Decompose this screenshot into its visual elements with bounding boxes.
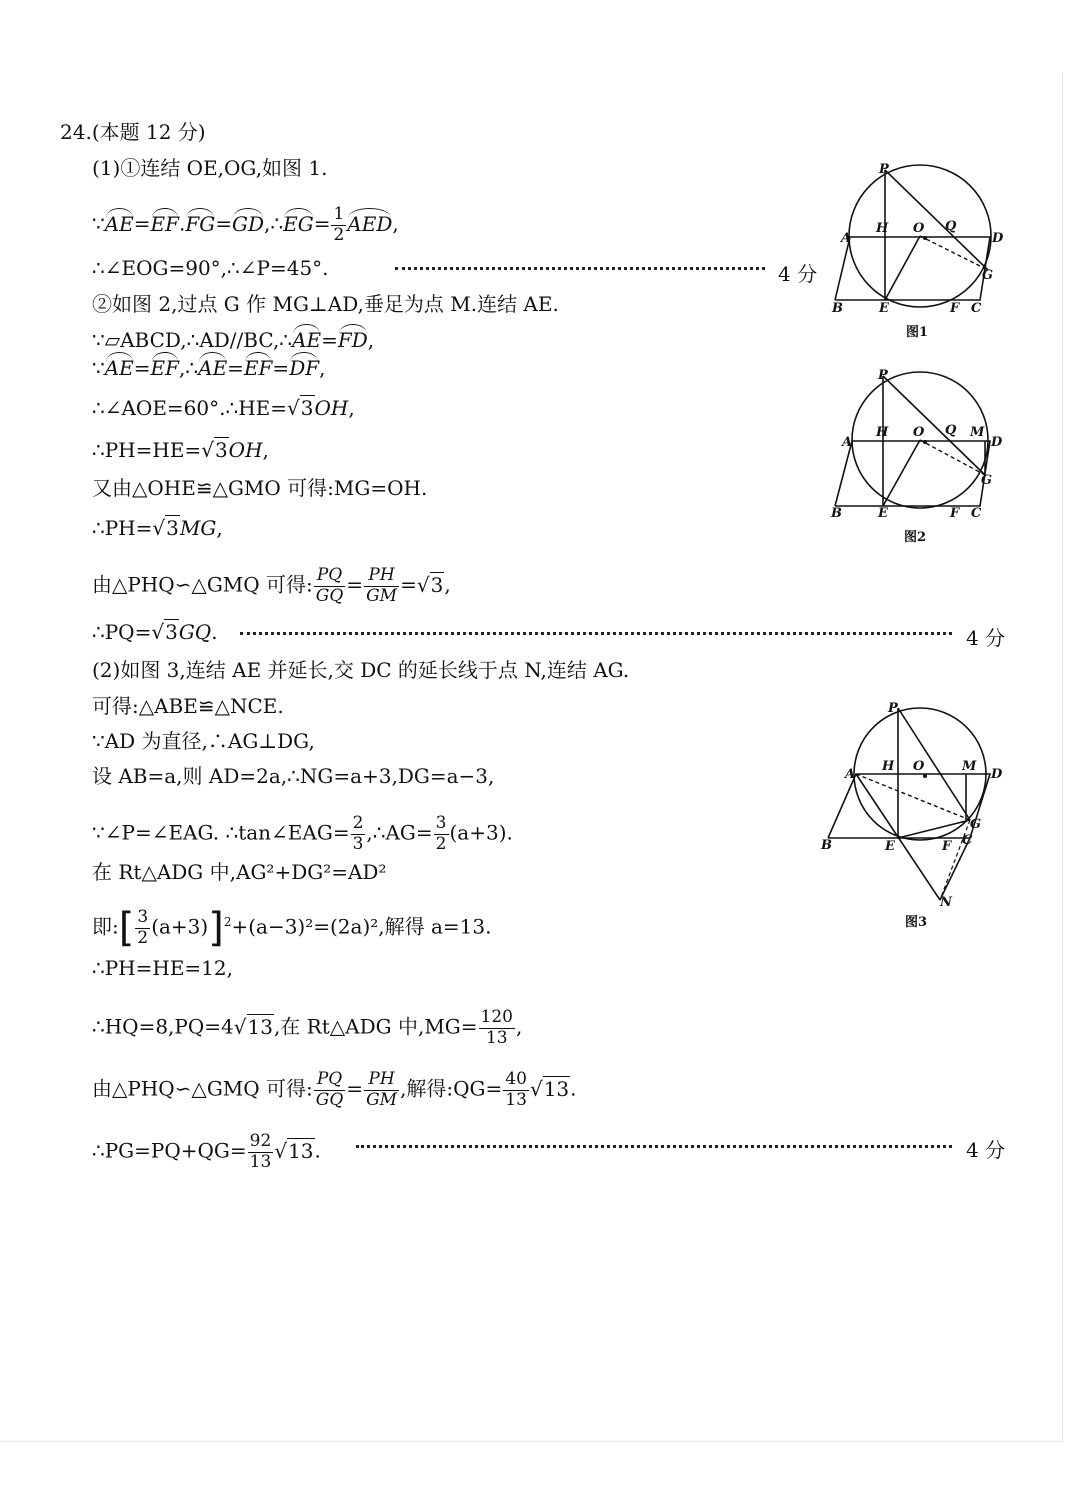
similar-line-1: 由△PHQ∽△GMQ 可得: $\frac{PQ}{GQ}$ = $\frac{PH}{GM}$ =√3, <box>92 565 451 606</box>
figure-2 <box>825 362 1015 547</box>
page-edge-bottom <box>0 1441 1062 1442</box>
score-part2: 4 分 <box>966 1138 1006 1162</box>
fraction-ph-gm <box>364 1070 399 1110</box>
fraction-numerator: PH <box>364 1070 399 1091</box>
fig2-label: A <box>842 435 853 450</box>
fig1-label: Q <box>945 219 957 234</box>
fig3-label: O <box>913 759 925 774</box>
dotted-leader <box>395 267 765 270</box>
fig2-label: C <box>971 506 982 521</box>
fig3-label: M <box>962 759 977 774</box>
part1-intro: (1)①连结 OE,OG,如图 1. <box>92 156 328 180</box>
fraction-numerator: 40 <box>505 1069 527 1089</box>
sqrt-3: √3 <box>201 438 228 462</box>
arc-ef: EF <box>150 356 180 380</box>
radicand: 3 <box>300 396 314 420</box>
fig2-label: Q <box>945 423 957 438</box>
problem-points: (本题 12 分) <box>91 120 206 144</box>
arc-df: DF <box>289 356 320 380</box>
fig1-label: E <box>879 301 889 316</box>
part2-tan-line <box>92 814 513 854</box>
part1-result: ∴∠EOG=90°,∴∠P=45°. <box>92 256 329 280</box>
a-plus-3: (a+3) <box>151 914 209 939</box>
fraction-120-13 <box>479 1008 515 1048</box>
fig2-caption: 图2 <box>904 530 927 545</box>
arc-eg: EG <box>283 211 314 236</box>
dotted-leader <box>356 1145 952 1148</box>
fraction-denominator: 2 <box>435 833 447 854</box>
fig3-caption: 图3 <box>905 915 928 930</box>
arc-ae: AE <box>104 356 134 380</box>
fig3-label: P <box>888 701 898 716</box>
fig2-label: P <box>878 368 888 383</box>
fraction-half <box>331 205 346 245</box>
fig2-label: O <box>913 425 925 440</box>
part2-similar-line: 由△PHQ∽△GMQ 可得: $\frac{PQ}{GQ}$ = $\frac{PH}{GM}$ ,解得:QG= $\frac{40}{13}$ √13. <box>92 1069 577 1110</box>
fraction-numerator: 92 <box>249 1131 272 1151</box>
similar-text: 由△PHQ∽△GMQ 可得: <box>92 572 313 597</box>
fraction-ph-gm <box>364 566 399 606</box>
arc-ae: AE <box>198 356 228 380</box>
fig3-label: D <box>991 767 1003 782</box>
arc-fd: FD <box>337 328 368 352</box>
fig2-label: B <box>831 506 842 521</box>
fig1-label: C <box>971 301 982 316</box>
fraction-pq-gq <box>314 566 346 606</box>
pg-text: ∴PG=PQ+QG= <box>92 1138 247 1163</box>
solve-text: ,解得:QG= <box>400 1076 503 1101</box>
equation-tail: +(a−3)²=(2a)²,解得 a=13. <box>231 914 492 939</box>
ag-tail: (a+3). <box>449 820 513 845</box>
part2-pg-line: ∴PG=PQ+QG= $\frac{92}{13}$ √13. <box>92 1131 321 1172</box>
arc-gd: GD <box>232 211 265 236</box>
radicand: 13 <box>288 1138 314 1163</box>
sqrt-3: √3 <box>152 516 179 540</box>
similar-text: 由△PHQ∽△GMQ 可得: <box>92 1076 313 1101</box>
radicand: 3 <box>430 572 444 597</box>
fig3-label: F <box>942 839 952 854</box>
fraction-numerator: 2 <box>352 813 364 833</box>
part1-step2-intro: ②如图 2,过点 G 作 MG⊥AD,垂足为点 M.连结 AE. <box>92 292 559 316</box>
sqrt-3: √3 <box>416 572 444 597</box>
fraction-numerator: PQ <box>314 1070 346 1091</box>
fig2-label: D <box>991 435 1003 450</box>
fraction-denominator: 2 <box>333 224 345 245</box>
problem-header <box>60 122 206 142</box>
fraction-denominator: GM <box>366 1089 398 1110</box>
sqrt-13: √13 <box>233 1014 273 1039</box>
arc-aed: AED <box>347 211 393 236</box>
arc-fg: FG <box>185 211 216 236</box>
fraction-92-13 <box>248 1132 274 1172</box>
fig3-label: A <box>845 767 856 782</box>
fig1-label: A <box>841 231 852 246</box>
fraction-2-3 <box>351 814 366 854</box>
fig3-label: B <box>821 838 832 853</box>
arc-ef: EF <box>243 356 273 380</box>
fig1-label: P <box>879 162 889 177</box>
fig3-label: C <box>962 833 973 848</box>
score-part1-step1: 4 分 <box>778 262 818 286</box>
page-edge-right <box>1062 72 1063 1442</box>
fig1-label: O <box>913 221 925 236</box>
fig1-label: G <box>982 268 994 283</box>
fig1-label: B <box>832 301 843 316</box>
ph-mg-text: ∴PH= <box>92 516 153 540</box>
fraction-denominator: 13 <box>485 1027 508 1048</box>
arc-ae: AE <box>104 211 134 236</box>
fig2-label: G <box>981 473 993 488</box>
figure-3 <box>815 698 1015 933</box>
fraction-3-2 <box>135 908 150 948</box>
part2-set: 设 AB=a,则 AD=2a,∴NG=a+3,DG=a−3, <box>92 764 495 788</box>
part2-congruent: 可得:△ABE≌△NCE. <box>92 694 284 718</box>
fraction-denominator: 13 <box>249 1151 272 1172</box>
radicand: 13 <box>247 1014 273 1039</box>
fig2-label: H <box>876 425 889 440</box>
tan-text: ∵∠P=∠EAG. ∴tan∠EAG= <box>92 820 350 845</box>
fraction-denominator: GM <box>366 585 398 606</box>
ag-text: ,∴AG= <box>366 820 433 845</box>
sqrt-3: √3 <box>151 620 178 644</box>
part1-arc-equalities: ∵AE=EF.FG=GD,∴EG= $\frac{1}{2}$ AED, <box>92 204 399 245</box>
fig2-label: F <box>950 506 960 521</box>
part2-intro: (2)如图 3,连结 AE 并延长,交 DC 的延长线于点 N,连结 AG. <box>92 658 630 682</box>
fraction-numerator: PH <box>364 566 399 587</box>
parallelogram-text: ∵▱ABCD,∴AD//BC,∴ <box>92 328 293 352</box>
radicand: 13 <box>543 1076 570 1101</box>
fig3-label: E <box>885 839 895 854</box>
equation-lead: 即: <box>92 914 119 939</box>
part2-equation: 即:[ $\frac{3}{2}$ (a+3)]$^2$+(a−3)²=(2a)²,解得 a=13. <box>92 905 492 952</box>
fraction-numerator: 120 <box>480 1007 513 1027</box>
parallelogram-line: ∵▱ABCD,∴AD//BC,∴AE=FD, <box>92 328 375 352</box>
fraction-3-2 <box>434 814 449 854</box>
pq-text: ∴PQ= <box>92 620 152 644</box>
fraction-numerator: PQ <box>314 566 346 587</box>
fig2-label: E <box>878 506 888 521</box>
fig3-label: G <box>970 817 982 832</box>
fraction-denominator: 3 <box>352 833 364 854</box>
fig3-label: N <box>940 895 952 910</box>
hq-text: ∴HQ=8,PQ=4 <box>92 1014 234 1039</box>
ph-he-line: ∴PH=HE=√3OH, <box>92 438 269 462</box>
fig1-label: H <box>876 221 889 236</box>
problem-number: 24. <box>60 120 92 144</box>
fig1-label: D <box>992 231 1004 246</box>
fig1-caption: 图1 <box>906 325 929 340</box>
pq-gq-line: ∴PQ=√3GQ. <box>92 620 218 644</box>
fig2-label: M <box>970 425 985 440</box>
sqrt-3: √3 <box>287 396 314 420</box>
fraction-denominator: GQ <box>315 1089 344 1110</box>
radicand: 3 <box>166 516 179 540</box>
mg-text: ,在 Rt△ADG 中,MG= <box>273 1014 478 1039</box>
fraction-denominator: 2 <box>137 927 149 948</box>
part2-pythag: 在 Rt△ADG 中,AG²+DG²=AD² <box>92 860 387 884</box>
arc-chain-line: ∵AE=EF,∴AE=EF=DF, <box>92 356 326 380</box>
fraction-numerator: 3 <box>137 907 149 927</box>
part2-hq-line: ∴HQ=8,PQ=4√13,在 Rt△ADG 中,MG= $\frac{120}{13}$ , <box>92 1007 523 1048</box>
arc-ef: EF <box>150 211 180 236</box>
fig3-label: H <box>882 759 895 774</box>
fraction-denominator: 13 <box>505 1089 527 1110</box>
figure-1 <box>825 155 1015 345</box>
sqrt-13: √13 <box>274 1138 314 1163</box>
angle-aoe-line: ∴∠AOE=60°.∴HE=√3OH, <box>92 396 355 420</box>
sqrt-13: √13 <box>529 1076 570 1101</box>
dotted-leader <box>240 632 952 635</box>
fraction-numerator: 1 <box>333 204 345 224</box>
part2-ph: ∴PH=HE=12, <box>92 956 233 980</box>
fraction-numerator: 3 <box>435 813 447 833</box>
fraction-pq-gq <box>314 1070 346 1110</box>
fraction-40-13 <box>503 1070 529 1110</box>
fig1-label: F <box>950 301 960 316</box>
radicand: 3 <box>165 620 178 644</box>
fraction-denominator: GQ <box>315 585 344 606</box>
congruent-line: 又由△OHE≌△GMO 可得:MG=OH. <box>92 476 428 500</box>
ph-mg-line: ∴PH=√3MG, <box>92 516 223 540</box>
ph-he-text: ∴PH=HE= <box>92 438 202 462</box>
angle-text: ∴∠AOE=60°.∴HE= <box>92 396 288 420</box>
since-symbol: ∵ <box>92 211 105 236</box>
arc-ae: AE <box>292 328 322 352</box>
radicand: 3 <box>214 438 228 462</box>
part2-diameter: ∵AD 为直径,∴AG⊥DG, <box>92 729 315 753</box>
score-part1-step2: 4 分 <box>966 626 1006 650</box>
